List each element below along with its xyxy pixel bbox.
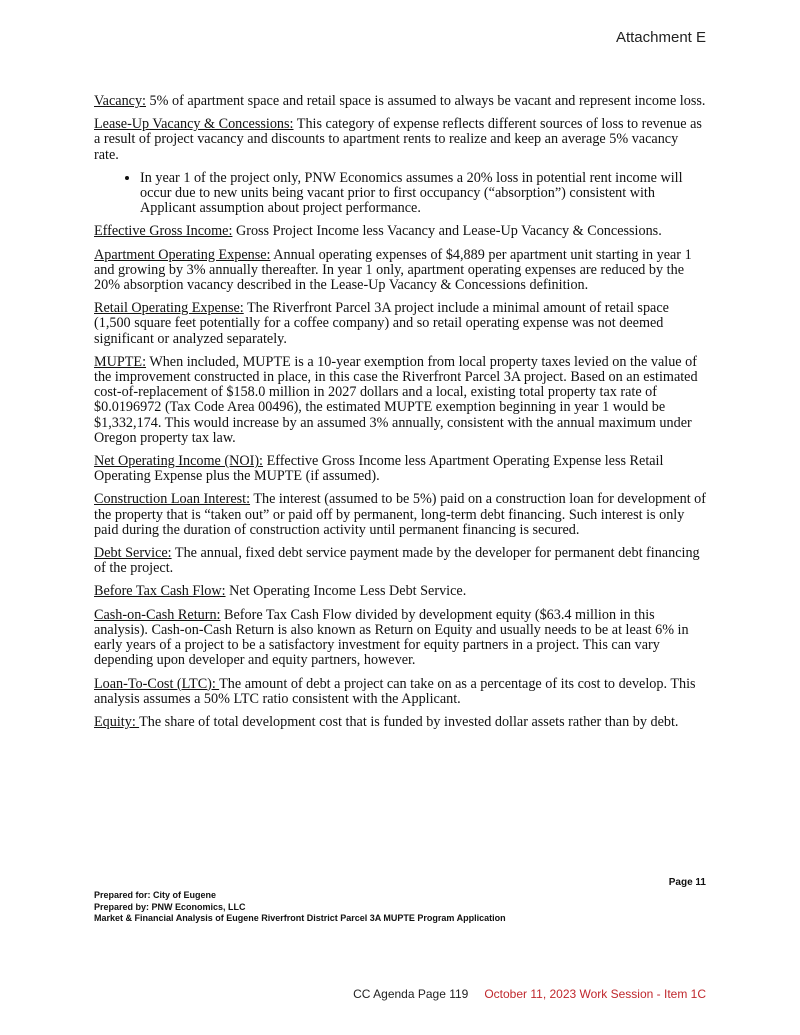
definition-text: The annual, fixed debt service payment made by the developer for permanent debt financing of the project.: [94, 545, 700, 577]
bullet-list: [94, 171, 706, 217]
definition-term: Vacancy:: [94, 93, 146, 109]
definition-term: Before Tax Cash Flow:: [94, 583, 226, 600]
definition-equity: [94, 715, 706, 730]
definition-lease-up: [94, 117, 706, 163]
definition-noi: [94, 454, 706, 484]
definition-term: Construction Loan Interest:: [94, 491, 251, 508]
definition-text: The share of total development cost that is funded by invested dollar assets rather than by debt.: [139, 713, 679, 730]
definition-term: Lease-Up Vacancy & Concessions:: [94, 116, 294, 133]
bullet-item: • In year 1 of the project only, PNW Economics assumes a 20% loss in potential rent income will occur due to new units being vacant prior to first occupancy (“absorption”) consistent with Applicant assumption about project performance.: [140, 171, 706, 217]
prepared-by: Prepared by: PNW Economics, LLC: [94, 901, 246, 912]
definition-text: The amount of debt a project can take on as a percentage of its cost to develop. This analysis assumes a 50% LTC ratio consistent with the Applicant.: [94, 675, 696, 707]
page-footer: [353, 987, 706, 1001]
definition-vacancy: [94, 94, 706, 109]
definitions-body: [94, 94, 706, 738]
definition-text: Before Tax Cash Flow divided by development equity ($63.4 million in this analysis). Cash-on-Cash Return is also known as Return on Equity and usually needs to be at least 6% in early years of a project to be a satisfactory investment for equity partners in a project. This can vary depending upon developer and equity partners, however.: [94, 606, 689, 669]
definition-text: The Riverfront Parcel 3A project include a minimal amount of retail space (1,500 square feet potentially for a coffee company) and so retail operating expense was not deemed significant or analyzed separately.: [94, 300, 669, 347]
definition-retail-operating-expense: [94, 301, 706, 347]
definition-term: Net Operating Income (NOI):: [94, 453, 264, 470]
definition-term: Cash-on-Cash Return:: [94, 606, 221, 623]
definition-term: Retail Operating Expense:: [94, 300, 244, 317]
definition-text: When included, MUPTE is a 10-year exemption from local property taxes levied on the value of the improvement constructed in place, in this case the Riverfront Parcel 3A project. Based on an estimated cost-of-replacement of $158.0 million in 2027 dollars and a local, existing total property tax rate of $0.0196972 (Tax Code Area 00496), the estimated MUPTE exemption beginning in year 1 would be $1,332,174. This would increase by an assumed 3% annually, consistent with the annual maximum under Oregon property tax law.: [94, 353, 698, 446]
definition-debt-service: [94, 546, 706, 576]
page-number: Page 11: [668, 877, 706, 888]
attachment-label: Attachment E: [615, 29, 706, 46]
definition-mupte: [94, 355, 706, 446]
definition-term: Apartment Operating Expense:: [94, 246, 271, 263]
definition-cash-on-cash-return: [94, 608, 706, 669]
definition-term: Equity:: [94, 713, 140, 730]
definition-loan-to-cost: [94, 677, 706, 707]
definition-term: Loan-To-Cost (LTC):: [94, 675, 220, 692]
agenda-page: CC Agenda Page 119: [353, 987, 469, 1001]
definition-term: Debt Service:: [94, 545, 172, 562]
prepared-block: [94, 890, 506, 925]
report-title: Market & Financial Analysis of Eugene Riverfront District Parcel 3A MUPTE Program Application: [94, 913, 506, 923]
definition-text: 5% of apartment space and retail space is assumed to always be vacant and represent income loss.: [146, 93, 706, 109]
definition-text: This category of expense reflects different sources of loss to revenue as a result of project vacancy and discounts to apartment rents to realize and keep an average 5% vacancy rate.: [94, 116, 702, 163]
definition-text: The interest (assumed to be 5%) paid on a construction loan for development of the property that is “taken out” or paid off by permanent, long-term debt financing. Such interest is only paid during the duration of construction activity until permanent financing is secured.: [94, 491, 707, 538]
definition-text: Gross Project Income less Vacancy and Lease-Up Vacancy & Concessions.: [232, 223, 662, 240]
prepared-for: Prepared for: City of Eugene: [94, 890, 217, 900]
definition-effective-gross-income: [94, 224, 706, 239]
definition-term: MUPTE:: [94, 353, 147, 370]
definition-text: Net Operating Income Less Debt Service.: [225, 583, 467, 600]
definition-text: Effective Gross Income less Apartment Operating Expense less Retail Operating Expense plus the MUPTE (if assumed).: [94, 453, 664, 485]
definition-term: Effective Gross Income:: [94, 223, 233, 240]
definition-before-tax-cash-flow: [94, 584, 706, 599]
work-session-label: October 11, 2023 Work Session - Item 1C: [484, 987, 706, 1001]
definition-apartment-operating-expense: [94, 248, 706, 294]
definition-construction-loan-interest: [94, 492, 706, 538]
definition-text: Annual operating expenses of $4,889 per apartment unit starting in year 1 and growing by 3% annually thereafter. In year 1 only, apartment operating expenses are reduced by the 20% absorption vacancy described in the Lease-Up Vacancy & Concessions definition.: [94, 246, 692, 294]
